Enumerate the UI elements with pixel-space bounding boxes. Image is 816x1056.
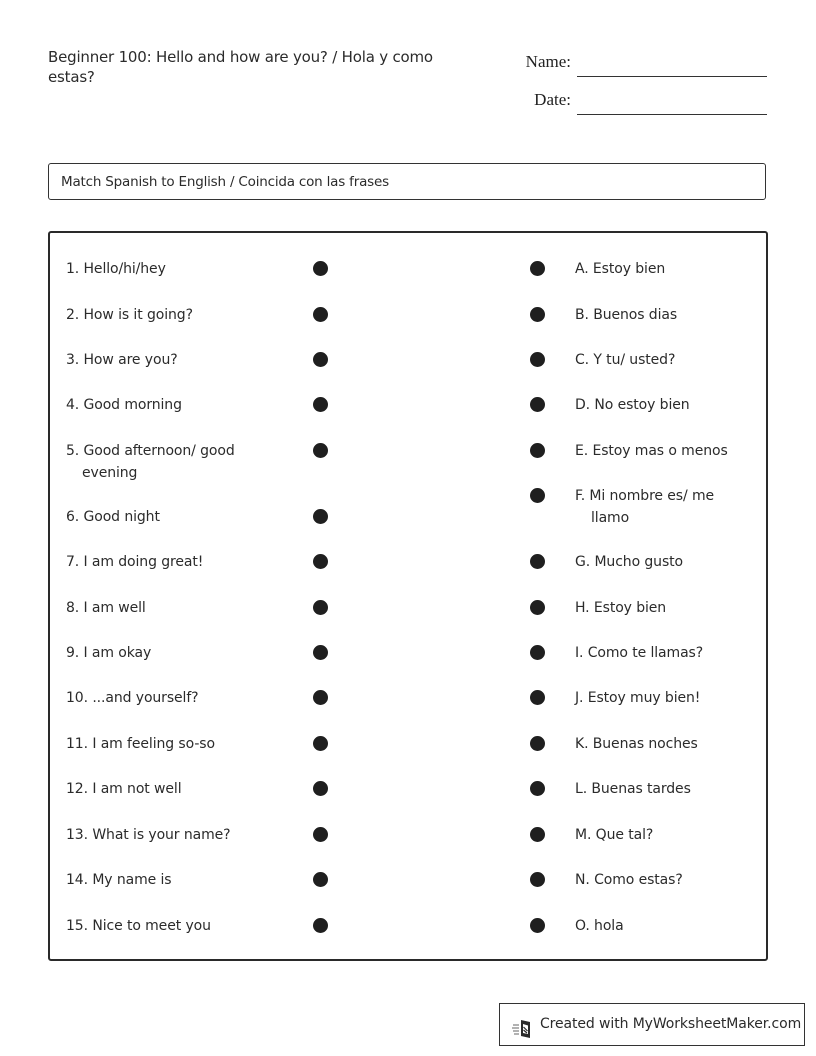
date-field xyxy=(500,90,571,112)
spanish-match-dot[interactable] xyxy=(530,443,545,458)
spanish-match-dot[interactable] xyxy=(530,554,545,569)
english-match-dot[interactable] xyxy=(313,645,328,660)
english-match-dot[interactable] xyxy=(313,261,328,276)
english-phrase xyxy=(66,915,276,937)
spanish-phrase-text: I. Como te llamas? xyxy=(575,645,704,661)
spanish-phrase-text: C. Y tu/ usted? xyxy=(575,352,676,368)
english-phrase-text: 12. I am not well xyxy=(66,781,182,797)
english-phrase xyxy=(66,687,276,709)
spanish-match-dot[interactable] xyxy=(530,918,545,933)
english-phrase-text: 4. Good morning xyxy=(66,397,182,413)
english-phrase xyxy=(66,778,276,800)
english-match-dot[interactable] xyxy=(313,872,328,887)
spanish-phrase xyxy=(575,258,755,280)
english-phrase xyxy=(66,440,276,484)
footer-text: Created with MyWorksheetMaker.com xyxy=(540,1016,802,1032)
worksheet-title: Beginner 100: Hello and how are you? / Hola y como estas? xyxy=(48,48,433,86)
english-phrase xyxy=(66,733,276,755)
english-phrase-text: 10. ...and yourself? xyxy=(66,690,199,706)
spanish-phrase-text: O. hola xyxy=(575,918,624,934)
spanish-phrase-text: K. Buenas noches xyxy=(575,736,698,752)
spanish-phrase xyxy=(575,551,755,573)
spanish-phrase-text: E. Estoy mas o menos xyxy=(575,443,728,459)
english-match-dot[interactable] xyxy=(313,554,328,569)
english-match-dot[interactable] xyxy=(313,397,328,412)
name-field xyxy=(500,52,571,74)
english-phrase-text: 3. How are you? xyxy=(66,352,178,368)
spanish-phrase-text: A. Estoy bien xyxy=(575,261,666,277)
english-phrase xyxy=(66,349,276,371)
spanish-phrase xyxy=(575,824,755,846)
english-match-dot[interactable] xyxy=(313,509,328,524)
english-phrase xyxy=(66,304,276,326)
english-match-dot[interactable] xyxy=(313,918,328,933)
spanish-phrase xyxy=(575,304,755,326)
spanish-phrase xyxy=(575,597,755,619)
spanish-phrase xyxy=(575,349,755,371)
english-phrase-text: 5. Good afternoon/ good xyxy=(66,443,235,459)
english-phrase-text-cont: evening xyxy=(82,465,138,481)
english-phrase-text: 11. I am feeling so-so xyxy=(66,736,215,752)
spanish-match-dot[interactable] xyxy=(530,736,545,751)
instructions-box: Match Spanish to English / Coincida con las frases xyxy=(48,163,766,200)
date-input-line[interactable] xyxy=(577,114,767,115)
english-match-dot[interactable] xyxy=(313,690,328,705)
name-input-line[interactable] xyxy=(577,76,767,77)
spanish-match-dot[interactable] xyxy=(530,488,545,503)
spanish-phrase xyxy=(575,394,755,416)
english-phrase xyxy=(66,869,276,891)
english-phrase xyxy=(66,642,276,664)
english-phrase-text: 8. I am well xyxy=(66,600,146,616)
english-phrase xyxy=(66,551,276,573)
spanish-phrase xyxy=(575,440,755,462)
english-phrase-text: 7. I am doing great! xyxy=(66,554,204,570)
spanish-match-dot[interactable] xyxy=(530,827,545,842)
spanish-phrase-text: G. Mucho gusto xyxy=(575,554,683,570)
spanish-phrase-text: H. Estoy bien xyxy=(575,600,667,616)
english-phrase-text: 1. Hello/hi/hey xyxy=(66,261,166,277)
spanish-match-dot[interactable] xyxy=(530,781,545,796)
spanish-match-dot[interactable] xyxy=(530,352,545,367)
english-phrase xyxy=(66,394,276,416)
spanish-phrase-text: N. Como estas? xyxy=(575,872,683,888)
spanish-phrase-text: D. No estoy bien xyxy=(575,397,690,413)
english-phrase-text: 9. I am okay xyxy=(66,645,152,661)
spanish-phrase xyxy=(575,733,755,755)
english-match-dot[interactable] xyxy=(313,827,328,842)
name-label: Name: xyxy=(525,52,571,71)
english-phrase xyxy=(66,258,276,280)
spanish-phrase-text-cont: llamo xyxy=(591,510,630,526)
english-match-dot[interactable] xyxy=(313,352,328,367)
spanish-match-dot[interactable] xyxy=(530,307,545,322)
english-match-dot[interactable] xyxy=(313,781,328,796)
spanish-phrase xyxy=(575,915,755,937)
worksheet-maker-logo-icon xyxy=(512,1015,534,1035)
english-phrase-text: 2. How is it going? xyxy=(66,307,193,323)
english-phrase xyxy=(66,506,276,528)
english-phrase-text: 15. Nice to meet you xyxy=(66,918,211,934)
english-phrase-text: 6. Good night xyxy=(66,509,160,525)
spanish-phrase xyxy=(575,687,755,709)
spanish-phrase-text: B. Buenos dias xyxy=(575,307,678,323)
matching-area xyxy=(48,231,768,961)
english-phrase-text: 13. What is your name? xyxy=(66,827,231,843)
spanish-phrase-text: F. Mi nombre es/ me xyxy=(575,488,715,504)
date-label: Date: xyxy=(534,90,571,109)
spanish-match-dot[interactable] xyxy=(530,261,545,276)
spanish-phrase xyxy=(575,485,755,529)
spanish-phrase xyxy=(575,778,755,800)
english-phrase-text: 14. My name is xyxy=(66,872,172,888)
spanish-match-dot[interactable] xyxy=(530,690,545,705)
footer-credit[interactable] xyxy=(499,1003,805,1046)
spanish-match-dot[interactable] xyxy=(530,397,545,412)
spanish-phrase-text: M. Que tal? xyxy=(575,827,654,843)
english-match-dot[interactable] xyxy=(313,443,328,458)
english-phrase xyxy=(66,824,276,846)
spanish-phrase xyxy=(575,642,755,664)
english-match-dot[interactable] xyxy=(313,307,328,322)
spanish-match-dot[interactable] xyxy=(530,872,545,887)
english-match-dot[interactable] xyxy=(313,600,328,615)
spanish-match-dot[interactable] xyxy=(530,600,545,615)
spanish-match-dot[interactable] xyxy=(530,645,545,660)
english-phrase xyxy=(66,597,276,619)
english-match-dot[interactable] xyxy=(313,736,328,751)
spanish-phrase-text: J. Estoy muy bien! xyxy=(575,690,701,706)
spanish-phrase-text: L. Buenas tardes xyxy=(575,781,691,797)
spanish-phrase xyxy=(575,869,755,891)
